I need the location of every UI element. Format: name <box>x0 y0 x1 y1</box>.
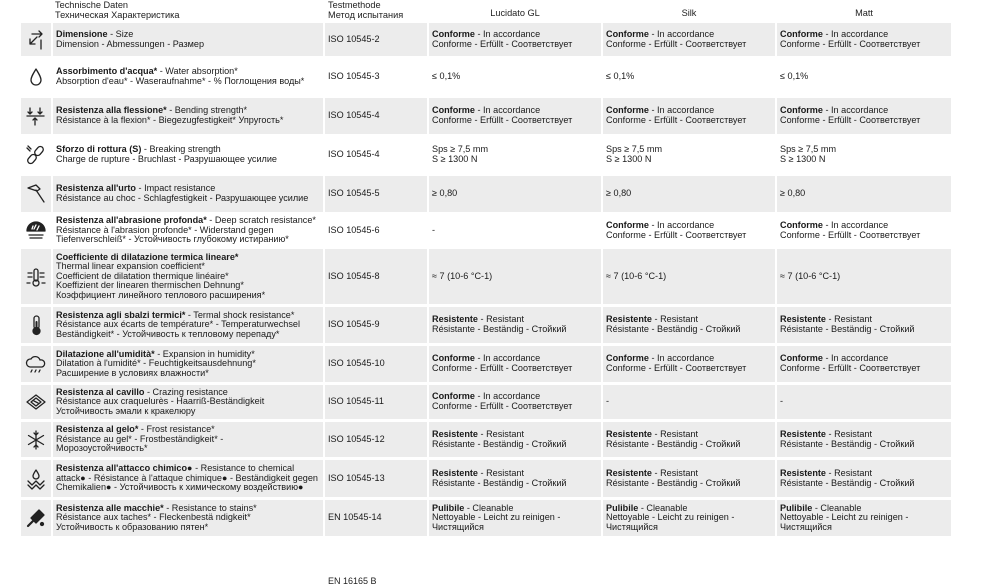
icon-cell <box>21 215 51 249</box>
value-bold: Conforme <box>606 353 649 364</box>
property-line: Beständigkeit* - Устойчивость к тепловому перепаду* <box>56 328 280 339</box>
value-line1 <box>432 226 601 236</box>
value-rest: Sps ≥ 7,5 mm <box>606 144 663 155</box>
value-cell <box>427 249 601 307</box>
value-bold: Resistente <box>432 467 478 478</box>
property-name-rest: - Resistance to chemical <box>192 463 295 474</box>
table-row <box>21 59 951 98</box>
property-name-rest: - Resistance to stains* <box>163 502 257 513</box>
value-rest: - In accordance <box>474 391 541 402</box>
icon-cell <box>21 176 51 215</box>
value-line2: S ≥ 1300 N <box>432 154 478 164</box>
value-rest: - Resistant <box>478 314 524 325</box>
test-method-cell: ISO 10545-6 <box>323 215 427 249</box>
value-rest: Sps ≥ 7,5 mm <box>432 144 489 155</box>
property-cell <box>51 307 323 346</box>
value-cell <box>427 59 601 98</box>
property-cell <box>51 500 323 539</box>
test-method-cell: ISO 10545-3 <box>323 59 427 98</box>
icon-cell <box>21 98 51 137</box>
table-row <box>21 422 951 460</box>
value-cell <box>775 23 951 59</box>
value-line1 <box>432 272 601 282</box>
table-row <box>21 307 951 346</box>
property-cell <box>51 249 323 307</box>
value-line2: Résistante - Beständig - Стойкий <box>432 477 567 488</box>
icon-cell <box>21 346 51 385</box>
value-line2: Conforme - Erfüllt - Соответствует <box>432 401 573 411</box>
header-property <box>55 0 179 20</box>
value-cell <box>775 215 951 249</box>
test-method-cell: ISO 10545-9 <box>323 307 427 346</box>
thermal-expansion-icon <box>24 265 48 289</box>
property-line: Résistance à la flexion* - Biegezugfestigkeit* Упругость* <box>56 115 284 125</box>
value-bold: Resistente <box>432 428 478 439</box>
value-cell <box>775 307 951 346</box>
value-rest: - Cleanable <box>812 502 862 513</box>
property-name-rest: - Expansion in humidity* <box>154 348 255 359</box>
value-cell <box>601 98 775 137</box>
icon-cell <box>21 422 51 460</box>
property-cell <box>51 346 323 385</box>
value-cell <box>601 137 775 176</box>
property-name-rest: - Breaking strength <box>141 144 221 155</box>
value-cell <box>601 307 775 346</box>
property-cell <box>51 215 323 249</box>
property-name-rest: - Frost resistance* <box>138 424 215 435</box>
property-cell <box>51 385 323 422</box>
property-name-rest: - Impact resistance <box>136 183 216 194</box>
value-line2: Résistante - Beständig - Стойкий <box>606 324 741 334</box>
value-cell <box>775 249 951 307</box>
property-line: Коэффициент линейного теплового расширения* <box>56 289 266 300</box>
value-rest: - In accordance <box>648 219 715 230</box>
dimension-arrows-icon <box>24 28 48 52</box>
value-rest: - In accordance <box>474 105 541 116</box>
stain-brush-icon <box>24 506 48 530</box>
property-name-rest: - Termal shock resistance* <box>185 309 295 320</box>
value-rest: - In accordance <box>822 28 889 39</box>
value-bold: Resistente <box>780 314 826 325</box>
value-line2: Conforme - Erfüllt - Соответствует <box>780 229 921 240</box>
value-bold: Conforme <box>432 391 475 402</box>
value-line1 <box>780 189 951 199</box>
icon-cell <box>21 137 51 176</box>
value-cell <box>775 98 951 137</box>
value-cell <box>775 385 951 422</box>
footer-fragment: EN 16165 B <box>328 576 377 585</box>
property-line: Tiefenverschleiß* - Устойчивость глубокому истиранию* <box>56 234 289 245</box>
value-line3: Чистящийся <box>780 521 832 532</box>
property-name-bold: Coefficiente di dilatazione termica lineare* <box>56 251 239 262</box>
value-rest: - Resistant <box>826 467 872 478</box>
table-row <box>21 346 951 385</box>
value-line1 <box>606 72 775 82</box>
value-bold: Resistente <box>606 467 652 478</box>
header-col-lucidato: Lucidato GL <box>490 8 540 18</box>
value-line1 <box>432 72 601 82</box>
table-row <box>21 500 951 539</box>
value-rest: - <box>780 396 784 407</box>
value-bold: Conforme <box>432 353 475 364</box>
property-name-bold: Resistenza al gelo* <box>56 424 139 435</box>
value-bold: Conforme <box>606 219 649 230</box>
value-cell <box>601 500 775 539</box>
value-cell <box>601 215 775 249</box>
value-line2: Conforme - Erfüllt - Соответствует <box>780 38 921 49</box>
value-bold: Conforme <box>432 28 475 39</box>
property-line: Charge de rupture - Bruchlast - Разрушающее усилие <box>56 154 277 164</box>
value-bold: Resistente <box>606 428 652 439</box>
property-line: Устойчивость эмали к кракелюру <box>56 405 196 416</box>
property-name-bold: Resistenza alle macchie* <box>56 502 164 513</box>
test-method-cell: EN 10545-14 <box>323 500 427 539</box>
property-line: Résistance aux taches* - Fleckenbestä ndigkeit* <box>56 512 251 523</box>
header-col-matt: Matt <box>855 8 873 18</box>
icon-cell <box>21 23 51 59</box>
value-line2: Conforme - Erfüllt - Соответствует <box>606 38 747 49</box>
value-line2: Conforme - Erfüllt - Соответствует <box>432 115 573 125</box>
icon-cell <box>21 59 51 98</box>
header-test-line2: Метод испытания <box>328 10 404 20</box>
value-cell <box>601 460 775 500</box>
property-line: Chemikalien● - Устойчивость к химическому воздействию● <box>56 482 304 493</box>
property-line: Устойчивость к образованию пятен* <box>56 521 209 532</box>
value-rest: ≥ 0,80 <box>606 188 632 199</box>
value-rest: - <box>606 396 610 407</box>
value-rest: - Resistant <box>826 428 872 439</box>
value-cell <box>427 307 601 346</box>
value-cell <box>427 460 601 500</box>
value-cell <box>601 23 775 59</box>
property-line: Расширение в условиях влажности* <box>56 367 209 378</box>
test-method-cell: ISO 10545-13 <box>323 460 427 500</box>
test-method-cell: ISO 10545-10 <box>323 346 427 385</box>
header-property-line2: Техническая Характеристика <box>55 10 180 20</box>
header-property-line1: Technische Daten <box>55 0 129 10</box>
table-row <box>21 249 951 307</box>
icon-cell <box>21 249 51 307</box>
value-rest: - Cleanable <box>638 502 688 513</box>
value-cell <box>427 137 601 176</box>
value-cell <box>427 346 601 385</box>
value-cell <box>775 500 951 539</box>
value-cell <box>427 385 601 422</box>
value-cell <box>427 176 601 215</box>
value-line2: Nettoyable - Leicht zu reinigen - <box>432 512 561 523</box>
test-method-cell: ISO 10545-5 <box>323 176 427 215</box>
value-line1 <box>606 189 775 199</box>
value-rest: - In accordance <box>474 28 541 39</box>
property-line: Koeffizient der linearen thermischen Dehnung* <box>56 280 244 291</box>
table-row <box>21 215 951 249</box>
value-rest: ≈ 7 (10-6 °C-1) <box>432 270 493 281</box>
icon-cell <box>21 500 51 539</box>
property-name-bold: Resistenza al cavillo <box>56 386 145 397</box>
value-cell <box>775 176 951 215</box>
value-cell <box>427 98 601 137</box>
value-line2: Résistante - Beständig - Стойкий <box>606 438 741 449</box>
value-line2: Conforme - Erfüllt - Соответствует <box>606 115 747 125</box>
value-rest: Sps ≥ 7,5 mm <box>780 144 837 155</box>
value-cell <box>775 460 951 500</box>
value-bold: Conforme <box>606 28 649 39</box>
value-line2: Conforme - Erfüllt - Соответствует <box>780 115 921 125</box>
value-rest: ≥ 0,80 <box>780 188 806 199</box>
table-row <box>21 137 951 176</box>
value-line2: Conforme - Erfüllt - Соответствует <box>780 363 921 373</box>
property-line: Résistance au gel* - Frostbeständigkeit* - <box>56 433 224 444</box>
property-cell <box>51 98 323 137</box>
value-bold: Resistente <box>432 314 478 325</box>
table-header <box>0 0 983 22</box>
value-cell <box>601 385 775 422</box>
property-name-rest: - Bending strength* <box>166 105 248 116</box>
property-cell <box>51 137 323 176</box>
value-cell <box>427 500 601 539</box>
value-cell <box>601 59 775 98</box>
test-method-cell: ISO 10545-4 <box>323 98 427 137</box>
property-cell <box>51 176 323 215</box>
humidity-cloud-icon <box>24 352 48 376</box>
value-line1 <box>432 189 601 199</box>
crazing-tile-icon <box>24 390 48 414</box>
property-line: Résistance aux écarts de température* - Temperaturwechsel <box>56 319 300 330</box>
value-bold: Resistente <box>606 314 652 325</box>
property-line: Résistance au choc - Schlagfestigkeit - Разрушающее усилие <box>56 193 309 203</box>
value-rest: - Resistant <box>826 314 872 325</box>
value-rest: - <box>432 224 436 235</box>
value-rest: ≤ 0,1% <box>780 71 809 82</box>
bending-strength-icon <box>24 104 48 128</box>
value-line1 <box>606 397 775 407</box>
value-bold: Pulibile <box>432 502 465 513</box>
snowflake-icon <box>24 428 48 452</box>
value-line3: Чистящийся <box>432 521 484 532</box>
value-cell <box>427 422 601 460</box>
icon-cell <box>21 307 51 346</box>
value-bold: Pulibile <box>780 502 813 513</box>
value-bold: Conforme <box>432 105 475 116</box>
property-name-bold: Resistenza all'abrasione profonda* <box>56 215 207 226</box>
technical-data-table <box>21 23 951 539</box>
property-cell <box>51 460 323 500</box>
value-rest: ≤ 0,1% <box>606 71 635 82</box>
value-line2: Résistante - Beständig - Стойкий <box>606 477 741 488</box>
icon-cell <box>21 460 51 500</box>
value-bold: Conforme <box>780 353 823 364</box>
value-cell <box>427 215 601 249</box>
deep-scratch-icon <box>24 219 48 243</box>
water-drop-icon <box>24 65 48 89</box>
value-line2: Nettoyable - Leicht zu reinigen - <box>780 512 909 523</box>
value-line3: Чистящийся <box>606 521 658 532</box>
property-cell <box>51 422 323 460</box>
value-rest: - Resistant <box>652 467 698 478</box>
property-name-rest: - Deep scratch resistance* <box>206 215 316 226</box>
value-rest: ≈ 7 (10-6 °C-1) <box>780 270 841 281</box>
icon-cell <box>21 385 51 422</box>
value-rest: - Resistant <box>478 467 524 478</box>
property-name-bold: Resistenza agli sbalzi termici* <box>56 309 186 320</box>
value-line2: Résistante - Beständig - Стойкий <box>780 324 915 334</box>
table-row <box>21 460 951 500</box>
test-method-cell: ISO 10545-2 <box>323 23 427 59</box>
value-bold: Resistente <box>780 428 826 439</box>
value-bold: Conforme <box>606 105 649 116</box>
property-line: Dilatation à l'umidité* - Feuchtigkeitsausdehnung* <box>56 358 256 369</box>
property-line: Coefficient de dilatation thermique linéaire* <box>56 270 229 281</box>
value-bold: Pulibile <box>606 502 639 513</box>
property-name-rest: - Size <box>107 28 134 39</box>
value-line2: S ≥ 1300 N <box>606 154 652 164</box>
value-bold: Conforme <box>780 28 823 39</box>
test-method-cell: ISO 10545-4 <box>323 137 427 176</box>
value-cell <box>775 59 951 98</box>
value-bold: Conforme <box>780 105 823 116</box>
value-cell <box>775 346 951 385</box>
table-row <box>21 385 951 422</box>
value-rest: - In accordance <box>648 28 715 39</box>
value-line1 <box>780 397 951 407</box>
value-cell <box>601 176 775 215</box>
property-line: Résistance à l'abrasion profonde* - Widerstand gegen <box>56 224 274 235</box>
value-rest: - In accordance <box>822 219 889 230</box>
property-name-bold: Assorbimento d'acqua* <box>56 66 158 77</box>
value-line1 <box>780 72 951 82</box>
value-bold: Resistente <box>780 467 826 478</box>
property-cell <box>51 59 323 98</box>
header-col-silk: Silk <box>681 8 697 18</box>
value-line2: Conforme - Erfüllt - Соответствует <box>432 38 573 49</box>
value-rest: - In accordance <box>474 353 541 364</box>
value-rest: ≤ 0,1% <box>432 71 461 82</box>
property-name-bold: Dilatazione all'umidità* <box>56 348 155 359</box>
broken-chain-icon <box>24 143 48 167</box>
value-line2: Résistante - Beständig - Стойкий <box>780 438 915 449</box>
value-cell <box>775 137 951 176</box>
hammer-icon <box>24 182 48 206</box>
value-rest: - In accordance <box>648 353 715 364</box>
property-name-bold: Dimensione <box>56 28 108 39</box>
value-rest: ≈ 7 (10-6 °C-1) <box>606 270 667 281</box>
property-line: attack● - Résistance à l'attaque chimique● - Beständigkeit gegen <box>56 472 318 483</box>
table-row <box>21 23 951 59</box>
property-name-bold: Sforzo di rottura (S) <box>56 144 142 155</box>
value-rest: ≥ 0,80 <box>432 188 458 199</box>
property-name-rest: - Crazing resistance <box>144 386 228 397</box>
header-test-line1: Testmethode <box>328 0 381 10</box>
value-cell <box>601 422 775 460</box>
property-name-rest: - Water absorption* <box>157 66 238 77</box>
property-name-bold: Resistenza all'attacco chimico● <box>56 463 193 474</box>
value-rest: - Resistant <box>478 428 524 439</box>
thermometer-icon <box>24 313 48 337</box>
property-line: Absorption d'eau* - Waseraufnahme* - % Поглощения воды* <box>56 76 305 86</box>
value-line2: Résistante - Beständig - Стойкий <box>432 324 567 334</box>
value-line2: Conforme - Erfüllt - Соответствует <box>606 363 747 373</box>
value-line2: Nettoyable - Leicht zu reinigen - <box>606 512 735 523</box>
value-bold: Conforme <box>780 219 823 230</box>
value-rest: - In accordance <box>822 353 889 364</box>
property-name-bold: Resistenza all'urto <box>56 183 136 194</box>
value-rest: - Resistant <box>652 314 698 325</box>
value-cell <box>601 346 775 385</box>
table-row <box>21 98 951 137</box>
value-cell <box>427 23 601 59</box>
property-name-bold: Resistenza alla flessione* <box>56 105 167 116</box>
table-row <box>21 176 951 215</box>
property-line: Dimension - Abmessungen - Размер <box>56 38 205 49</box>
value-cell <box>601 249 775 307</box>
value-line2: Résistante - Beständig - Стойкий <box>432 438 567 449</box>
value-cell <box>775 422 951 460</box>
value-line2: Conforme - Erfüllt - Соответствует <box>432 363 573 373</box>
chemical-drop-icon <box>24 467 48 491</box>
value-line2: Conforme - Erfüllt - Соответствует <box>606 229 747 240</box>
test-method-cell: ISO 10545-8 <box>323 249 427 307</box>
property-line: Thermal linear expansion coefficient* <box>56 261 205 272</box>
value-rest: - Cleanable <box>464 502 514 513</box>
value-line2: Résistante - Beständig - Стойкий <box>780 477 915 488</box>
value-rest: - Resistant <box>652 428 698 439</box>
value-line1 <box>606 272 775 282</box>
value-rest: - In accordance <box>648 105 715 116</box>
value-line1 <box>780 272 951 282</box>
property-cell <box>51 23 323 59</box>
value-line2: S ≥ 1300 N <box>780 154 826 164</box>
property-line: Морозоустойчивость* <box>56 443 148 454</box>
test-method-cell: ISO 10545-11 <box>323 385 427 422</box>
test-method-cell: ISO 10545-12 <box>323 422 427 460</box>
property-line: Résistance aux craquelurès - Haarriß-Beständigkeit <box>56 396 265 407</box>
value-rest: - In accordance <box>822 105 889 116</box>
header-test-method <box>328 0 403 20</box>
